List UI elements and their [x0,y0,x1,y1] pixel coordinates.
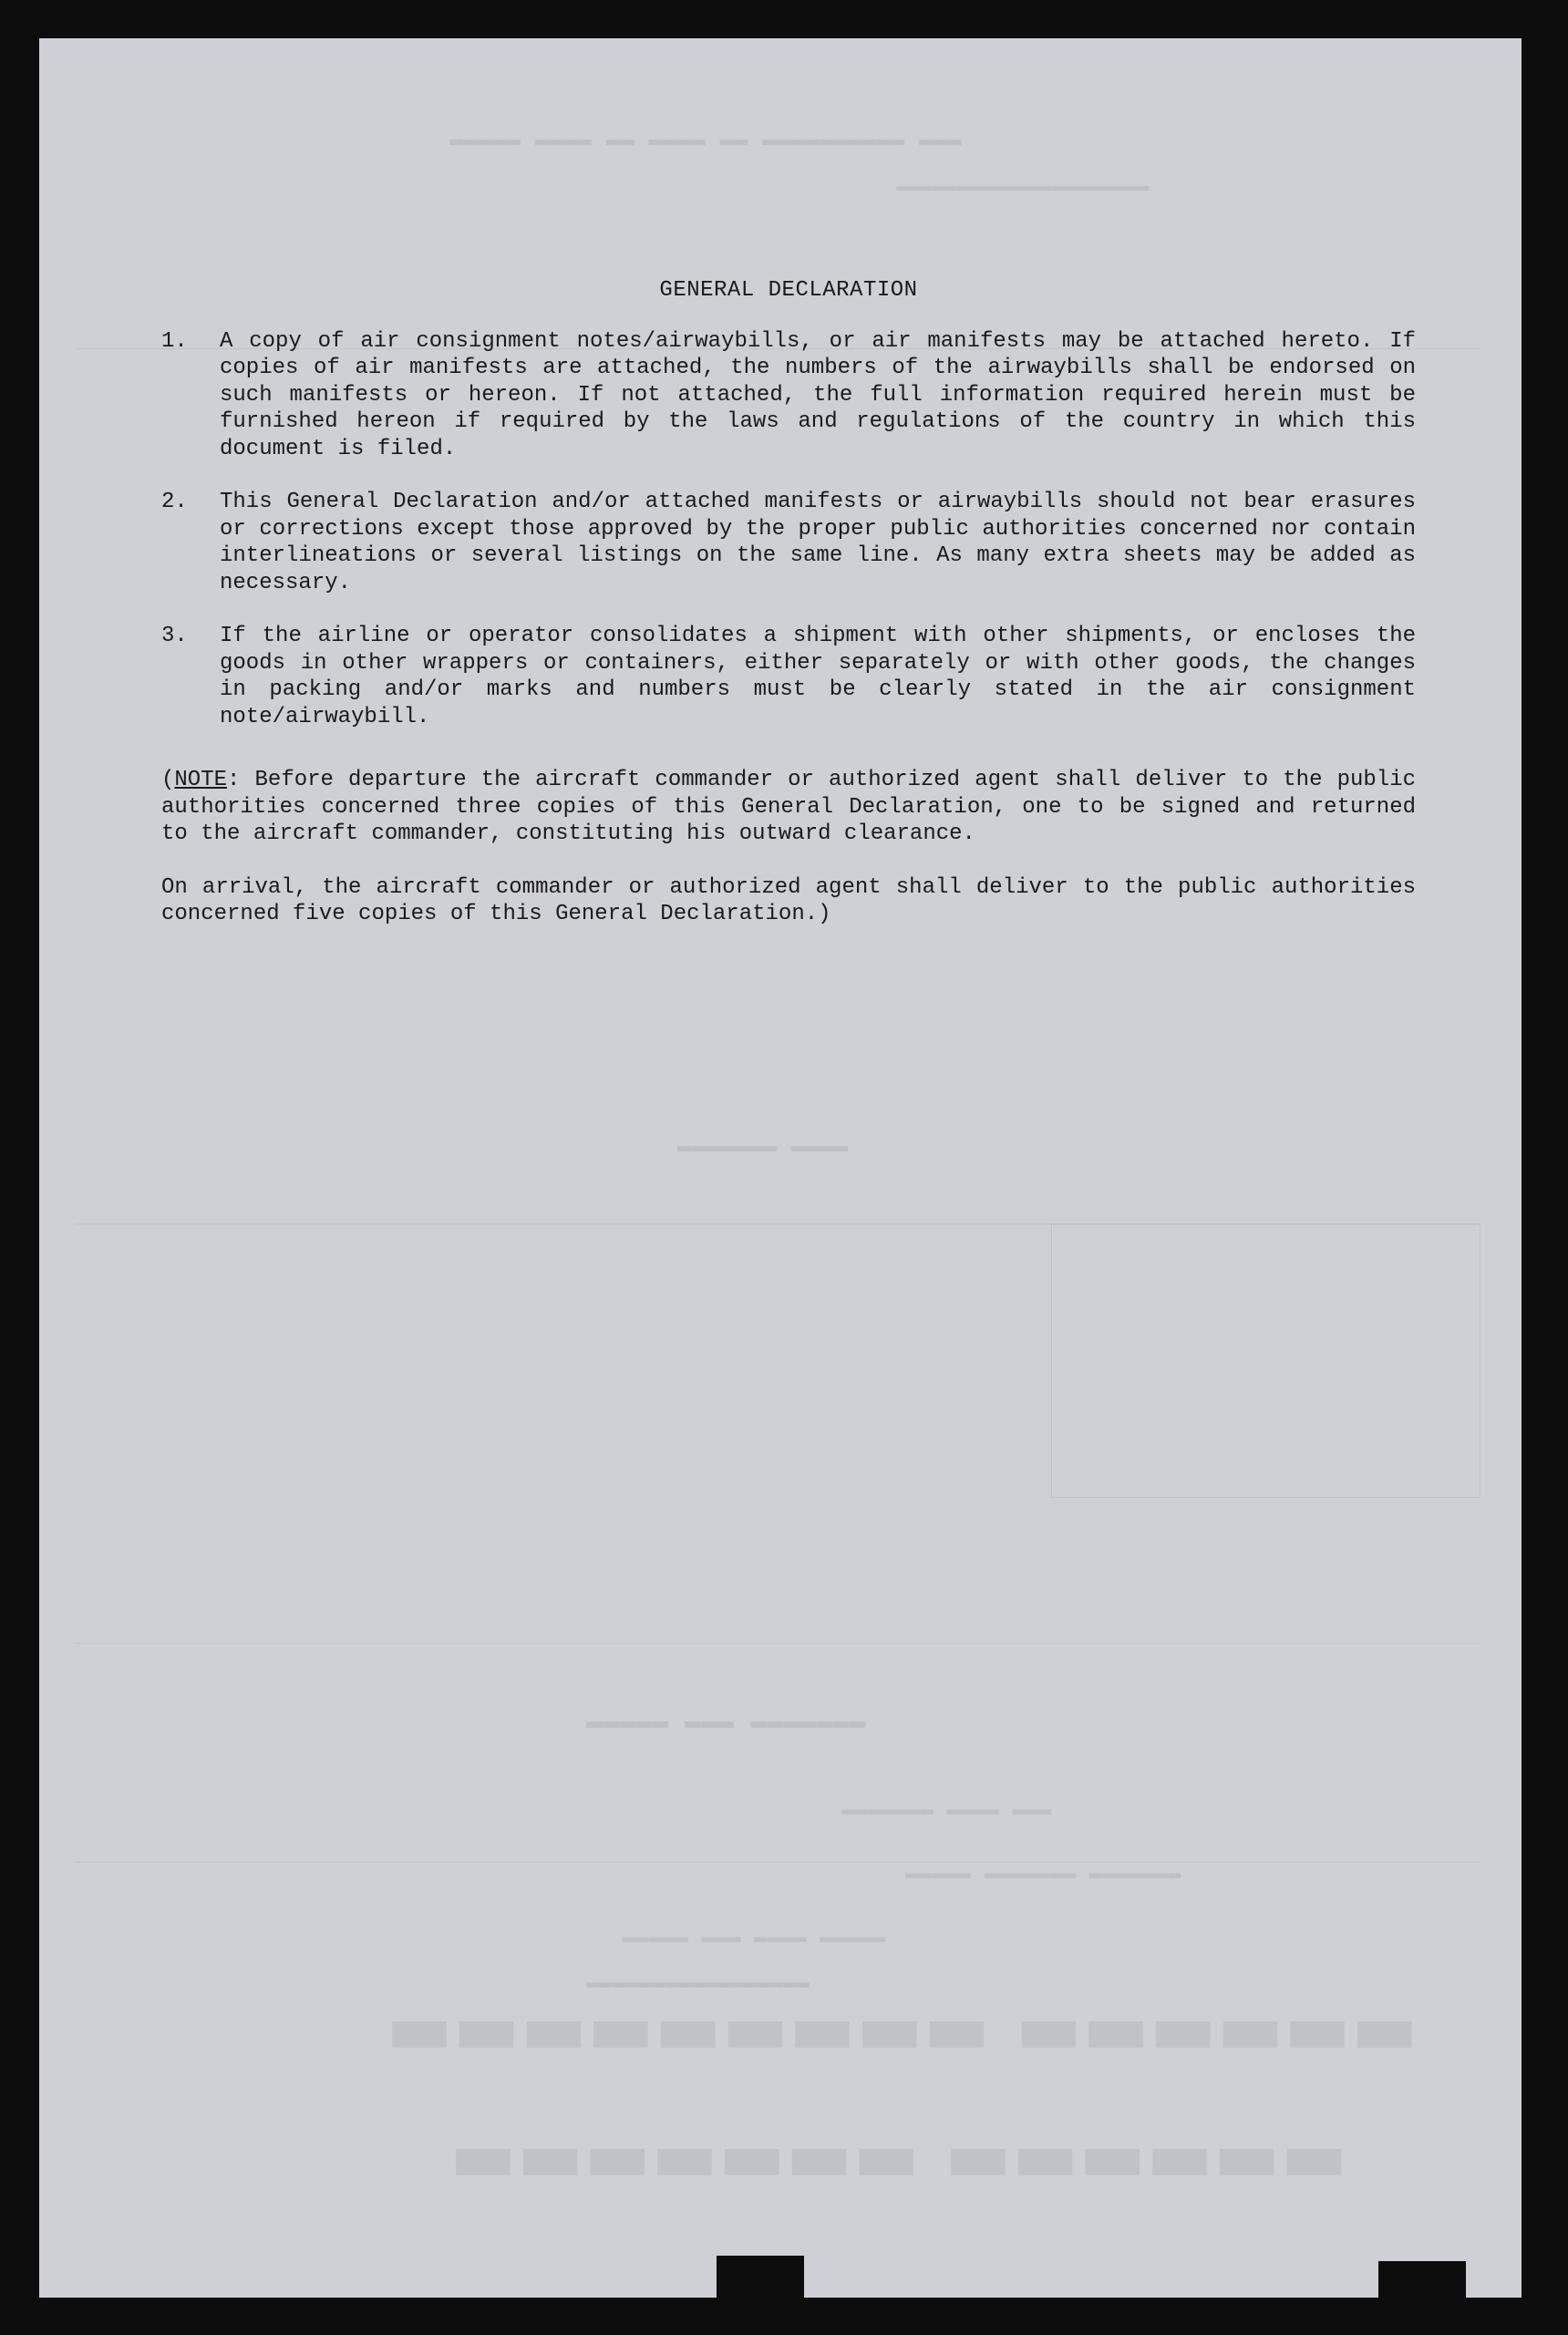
document-title: GENERAL DECLARATION [659,278,918,303]
item-number: 3. [161,624,188,648]
note-paragraph [161,767,1416,848]
instruction-item [161,489,1416,596]
arrival-paragraph: On arrival, the aircraft commander or authorized agent shall deliver to the public authorities concerned five copies of this General Declaration.) [161,874,1416,926]
show-through-line: ▬▬▬▬▬▬▬▬▬▬▬▬▬▬▬▬▬▬▬▬▬ [896,175,1150,198]
show-through-rule [76,1643,1480,1644]
item-text: If the airline or operator consolidates a shipment with other shipments, or encloses the goods in other wrappers or containers, either separately or with other goods, the changes in packing and/or marks and numbers must be clearly stated in the air consignment note/airwaybill. [220,624,1416,729]
scanner-clip-mark [717,2256,804,2310]
show-through-line: ▬▬▬▬▬▬▬ ▬▬▬▬▬▬▬ ▬▬▬▬▬ [905,1862,1181,1886]
note-text: : Before departure the aircraft commander or authorized agent shall deliver to the public authorities concerned three copies of this General Declaration, one to be signed and returned to the aircraft commander, constituting his outward clearance. [161,768,1416,846]
show-through-line: ▬▬▬▬▬▬▬▬▬▬▬▬▬▬▬▬▬ [586,1971,810,1996]
show-through-rule [76,1862,1480,1863]
item-text: This General Declaration and/or attached manifests or airwaybills should not bear erasures or corrections except those approved by the proper public authorities concerned nor contain interlineations or several listings on the same line. As many extra sheets may be added as necessary. [220,490,1416,595]
scanner-clip-mark [1378,2261,1466,2307]
show-through-heading: ▬▬▬▬▬▬ ▬▬▬▬▬▬▬▬▬ [386,1999,1418,2082]
item-text: A copy of air consignment notes/airwaybills, or air manifests may be attached hereto. If copies of air manifests are attached, the numbers of the airwaybills shall be endorsed on such manifests or hereon. If not attached, the full information required herein must be furnished hereon if required by the laws and regulations of the country in which this document is filed. [220,328,1416,461]
item-number: 2. [161,490,188,514]
declaration-text-block [161,277,1416,928]
instruction-item [161,623,1416,730]
show-through-line: ▬▬▬ ▬▬▬▬ ▬▬▬▬▬▬▬ [841,1798,1052,1823]
instruction-item [161,328,1416,463]
item-number: 1. [161,328,188,354]
show-through-rule [1051,1497,1480,1498]
show-through-line: ▬▬▬▬ ▬▬▬▬▬▬▬ [677,1132,849,1160]
document-page [39,38,1522,2298]
show-through-rule [1051,1224,1052,1497]
show-through-line: ▬▬▬▬▬▬▬ ▬▬▬ ▬▬▬▬▬ [586,1707,866,1738]
note-open-paren: ( [161,768,175,792]
show-through-header: ▬▬▬ ▬▬▬▬▬▬▬▬▬▬ ▬▬ ▬▬▬▬ ▬▬ ▬▬▬▬ ▬▬▬▬▬ [449,126,962,153]
show-through-line: ▬▬▬▬▬ ▬▬▬▬ ▬▬▬ ▬▬▬▬▬ [623,1926,886,1950]
note-label: NOTE [174,768,228,792]
show-through-heading: ▬▬▬▬▬▬ ▬▬▬▬▬▬▬ [449,2126,1348,2209]
